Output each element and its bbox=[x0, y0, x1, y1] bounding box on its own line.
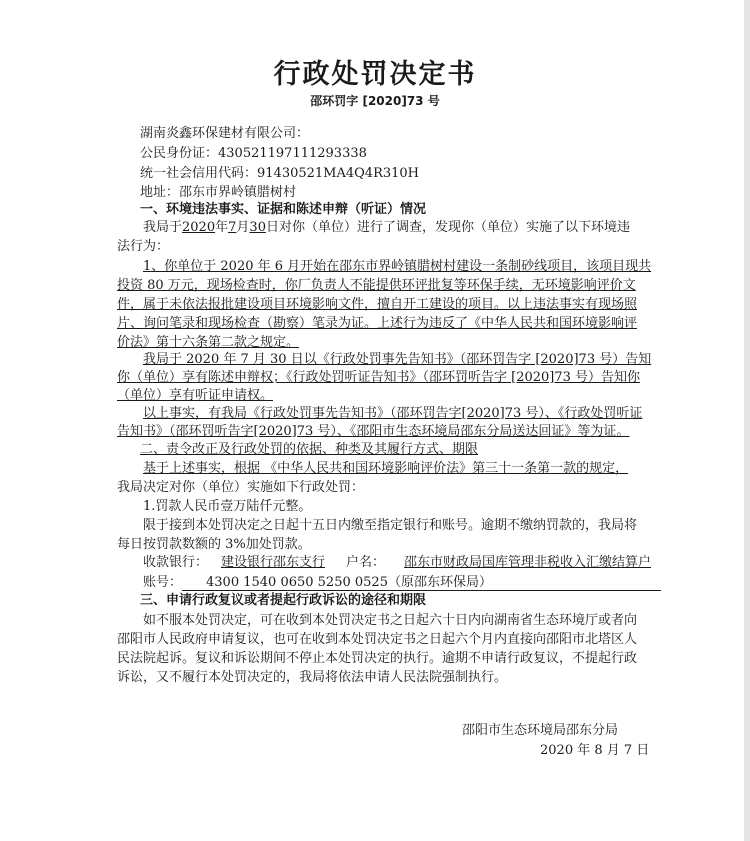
party-credit-code: 统一社会信用代码：91430521MA4Q4R310H bbox=[140, 166, 420, 181]
bank-info: 收款银行： 建设银行邵东支行 户名： 邵东市财政局国库管理非税收入汇缴结算户 bbox=[143, 555, 652, 570]
page-edge bbox=[744, 0, 750, 841]
fact-line-2: 投资 80 万元，现场检查时，你厂负责人不能提供环评批复等环保手续，无环境影响评价文 bbox=[117, 278, 636, 293]
investigation-line-1: 我局于2020年7月30日对你（单位）进行了调查，发现你（单位）实施了以下环境违 bbox=[143, 220, 630, 235]
document-number: 邵环罚字 [2020]73 号 bbox=[310, 94, 440, 108]
evidence-line-1: 以上事实，有我局《行政处罚事先告知书》（邵环罚告字[2020]73 号）、《行政处罚听证 bbox=[143, 406, 643, 421]
notice-line-3: （单位）享有听证申请权。 bbox=[117, 388, 274, 403]
section-3-heading: 三、申请行政复议或者提起行政诉讼的途径和期限 bbox=[140, 593, 427, 608]
remedy-line-2: 邵阳市人民政府申请复议，也可在收到本处罚决定书之日起六个月内直接向邵阳市北塔区人 bbox=[117, 632, 638, 647]
fact-line-5: 价法》第十六条第二款之规定。 bbox=[117, 335, 300, 350]
fact-line-1: 1、你单位于 2020 年 6 月开始在邵东市界岭镇腊树村建设一条制砂线项目，该项目现共 bbox=[143, 259, 652, 274]
notice-line-2: 你（单位）享有陈述申辩权；《行政处罚听证告知书》（邵环罚听告字 [2020]73 号）告知你 bbox=[117, 370, 641, 385]
penalty-amount: 1.罚款人民币壹万陆仟元整。 bbox=[143, 499, 312, 514]
evidence-line-2: 告知书》（邵环罚听告字[2020]73 号）、《邵阳市生态环境局邵东分局送达回证》等为证。 bbox=[117, 424, 630, 439]
investigation-line-2: 法行为： bbox=[117, 239, 170, 254]
fact-line-3: 件，属于未依法报批建设项目环境影响文件，擅自开工建设的项目。以上违法事实有现场照 bbox=[117, 297, 638, 312]
payment-line-2: 每日按罚款数额的 3%加处罚款。 bbox=[117, 537, 311, 552]
party-id: 公民身份证：430521197111293338 bbox=[140, 146, 367, 161]
notice-line-1: 我局于 2020 年 7 月 30 日以《行政处罚事先告知书》（邵环罚告字 [2020]73 号）告知 bbox=[143, 352, 652, 367]
fact-line-4: 片、询问笔录和现场检查（勘察）笔录为证。上述行为违反了《中华人民共和国环境影响评 bbox=[117, 316, 638, 331]
remedy-line-1: 如不服本处罚决定，可在收到本处罚决定书之日起六十日内向湖南省生态环境厅或者向 bbox=[143, 613, 638, 628]
basis-line-1: 基于上述事实，根据 《中华人民共和国环境影响评价法》第三十一条第一款的规定， bbox=[143, 461, 629, 476]
account-info: 账号： 4300 1540 0650 5250 0525（原邵东环保局） bbox=[143, 575, 661, 591]
issue-date: 2020 年 8 月 7 日 bbox=[540, 743, 650, 758]
payment-line-1: 限于接到本处罚决定之日起十五日内缴至指定银行和账号。逾期不缴纳罚款的，我局将 bbox=[143, 518, 638, 533]
basis-line-2: 我局决定对你（单位）实施如下行政处罚： bbox=[117, 480, 365, 495]
section-1-heading: 一、环境违法事实、证据和陈述申辩（听证）情况 bbox=[140, 202, 427, 217]
remedy-line-3: 民法院起诉。复议和诉讼期间不停止本处罚决定的执行。逾期不申请行政复议，不提起行政 bbox=[117, 651, 638, 666]
issuing-organization: 邵阳市生态环境局邵东分局 bbox=[462, 723, 619, 738]
section-2-heading: 二、责令改正及行政处罚的依据、种类及其履行方式、期限 bbox=[140, 442, 479, 457]
document-title: 行政处罚决定书 bbox=[273, 59, 477, 90]
party-address: 地址：邵东市界岭镇腊树村 bbox=[140, 185, 297, 200]
remedy-line-4: 诉讼，又不履行本处罚决定的，我局将依法申请人民法院强制执行。 bbox=[117, 670, 508, 685]
party-name: 湖南炎鑫环保建材有限公司： bbox=[140, 126, 310, 141]
